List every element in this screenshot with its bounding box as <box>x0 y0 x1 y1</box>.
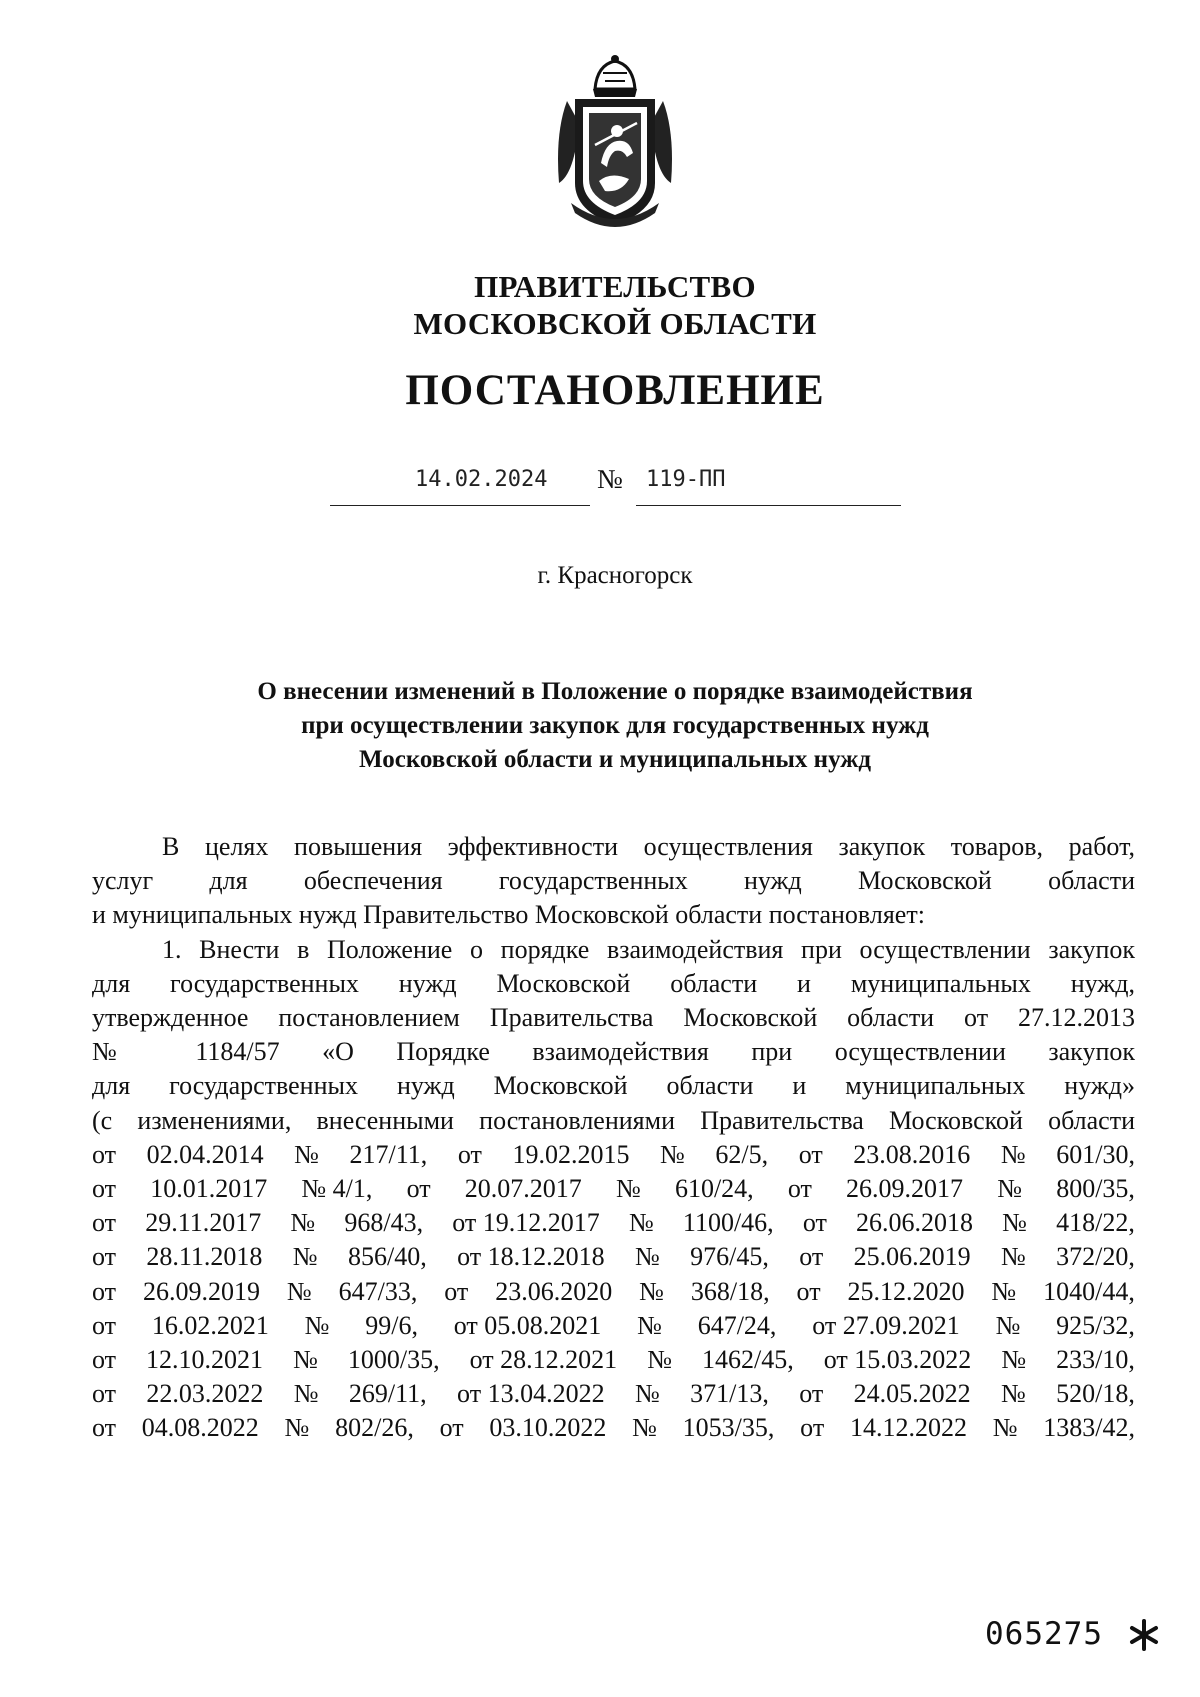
amendment-token: № <box>628 1208 654 1238</box>
amendment-line <box>92 1309 1135 1343</box>
city: г. Красногорск <box>537 562 693 589</box>
amendment-token: 25.12.2020 <box>847 1276 965 1306</box>
amendment-token: 1383/42, <box>1043 1413 1135 1443</box>
registration-date: 14.02.2024 <box>415 467 548 492</box>
registration-number-field <box>636 465 901 506</box>
amendment-token: от 13.04.2022 <box>457 1379 605 1409</box>
amendment-token: от <box>457 1139 482 1169</box>
asterisk-star-icon <box>1127 1618 1161 1652</box>
amendment-token: 23.08.2016 <box>853 1139 971 1169</box>
amendment-token: № <box>1002 1208 1027 1238</box>
amendment-token: 62/5, <box>715 1139 769 1169</box>
amendment-token: 23.06.2020 <box>495 1276 613 1306</box>
amendment-token: 976/45, <box>690 1242 769 1272</box>
amendment-token: от <box>92 1242 117 1272</box>
amendment-token: от <box>92 1208 117 1238</box>
amendment-token: 03.10.2022 <box>489 1413 607 1443</box>
body-line: для государственных нужд Московской области и муниципальных нужд, <box>92 968 1135 998</box>
amendment-token: 610/24, <box>674 1174 754 1204</box>
amendment-token: № <box>293 1345 318 1375</box>
registration-date-field <box>330 465 590 506</box>
amendment-token: № <box>1000 1379 1026 1409</box>
amendment-token: № <box>1001 1345 1027 1375</box>
amendment-token: № <box>992 1413 1018 1443</box>
government-line-1: ПРАВИТЕЛЬСТВО <box>474 269 756 304</box>
document-type: ПОСТАНОВЛЕНИЕ <box>405 367 825 414</box>
amendment-token: № <box>639 1276 664 1306</box>
amendment-token: от <box>802 1208 827 1238</box>
amendment-line <box>92 1240 1135 1274</box>
amendment-line <box>92 1411 1135 1445</box>
amendment-token: от <box>799 1242 824 1272</box>
amendment-token: 10.01.2017 <box>150 1174 268 1204</box>
amendment-token: 29.11.2017 <box>145 1208 262 1238</box>
amendment-token: 418/22, <box>1056 1208 1135 1238</box>
amendment-token: от <box>92 1174 117 1204</box>
amendment-token: № <box>660 1139 685 1169</box>
amendment-token: от <box>796 1276 821 1306</box>
amendment-token: 1000/35, <box>347 1345 440 1375</box>
amendment-token: 800/35, <box>1056 1174 1135 1204</box>
subject-line-2: при осуществлении закупок для государственных нужд <box>301 712 929 739</box>
amendment-token: 14.12.2022 <box>849 1413 967 1443</box>
amendment-token: 968/43, <box>344 1208 424 1238</box>
amendment-token: 26.06.2018 <box>856 1208 974 1238</box>
amendment-token: 04.08.2022 <box>141 1413 259 1443</box>
amendment-token: от 18.12.2018 <box>457 1242 605 1272</box>
amendment-token: от <box>787 1174 812 1204</box>
amendment-token: 26.09.2019 <box>142 1276 260 1306</box>
amendment-token: № <box>637 1310 662 1340</box>
government-line-2: МОСКОВСКОЙ ОБЛАСТИ <box>413 306 817 341</box>
government-title <box>0 268 1200 342</box>
amendment-token: 25.06.2019 <box>853 1242 971 1272</box>
amendment-token: от <box>800 1413 825 1443</box>
amendment-token: от 27.09.2021 <box>812 1310 960 1340</box>
amendment-token: 20.07.2017 <box>464 1174 582 1204</box>
subject-line-3: Московской области и муниципальных нужд <box>358 746 872 773</box>
amendment-token: 24.05.2022 <box>853 1379 971 1409</box>
amendment-token: № 4/1, <box>301 1174 373 1204</box>
number-sign: № <box>597 464 623 494</box>
amendment-token: № <box>1000 1242 1026 1272</box>
amendment-token: 99/6, <box>365 1310 418 1340</box>
amendment-token: № <box>615 1174 641 1204</box>
amendment-token: 1053/35, <box>682 1413 775 1443</box>
amendment-token: № <box>292 1242 318 1272</box>
amendment-token: № <box>304 1310 330 1340</box>
registration-number: 119-ПП <box>646 467 726 492</box>
amendment-token: от <box>444 1276 469 1306</box>
body-line: 1. Внести в Положение о порядке взаимодействия при осуществлении закупок <box>162 934 1135 964</box>
amendment-token: № <box>634 1379 660 1409</box>
amendment-token: 12.10.2021 <box>146 1345 264 1375</box>
body-line: и муниципальных нужд Правительство Московской области постановляет: <box>92 900 925 930</box>
amendment-token: 16.02.2021 <box>151 1310 269 1340</box>
amendment-token: 1462/45, <box>702 1345 794 1375</box>
amendment-token: 1100/46, <box>682 1208 774 1238</box>
amendment-line <box>92 1275 1135 1309</box>
document-subject <box>0 675 1200 777</box>
amendment-token: № <box>991 1276 1017 1306</box>
amendment-token: 520/18, <box>1056 1379 1135 1409</box>
moscow-oblast-coat-of-arms-icon <box>545 53 685 231</box>
amendment-token: 925/32, <box>1056 1310 1135 1340</box>
amendment-token: 19.02.2015 <box>512 1139 630 1169</box>
amendment-token: 368/18, <box>690 1276 770 1306</box>
amendment-token: № <box>293 1379 319 1409</box>
amendment-token: № <box>632 1413 657 1443</box>
amendment-token: 1040/44, <box>1043 1276 1135 1306</box>
amendment-token: от 15.03.2022 <box>823 1345 972 1375</box>
body-line: В целях повышения эффективности осуществления закупок товаров, работ, <box>162 832 1135 861</box>
amendment-token: 26.09.2017 <box>846 1174 964 1204</box>
amendment-token: от <box>92 1379 117 1409</box>
amendment-token: 371/13, <box>690 1379 769 1409</box>
amendment-token: от <box>92 1139 117 1169</box>
amendments-list <box>92 1138 1135 1446</box>
document-body <box>92 830 1135 1446</box>
amendment-line <box>92 1138 1135 1172</box>
amendment-token: от <box>799 1379 824 1409</box>
amendment-token: от <box>92 1413 117 1443</box>
amendment-token: 647/33, <box>338 1276 418 1306</box>
amendment-token: 22.03.2022 <box>146 1379 264 1409</box>
body-line: (с изменениями, внесенными постановлениями Правительства Московской области <box>92 1105 1135 1135</box>
amendment-token: 233/10, <box>1056 1345 1135 1375</box>
amendment-token: 217/11, <box>349 1139 428 1169</box>
amendment-token: от 19.12.2017 <box>452 1208 600 1238</box>
amendment-token: от 28.12.2021 <box>469 1345 618 1375</box>
amendment-token: 647/24, <box>697 1310 777 1340</box>
amendment-token: № <box>286 1276 312 1306</box>
amendment-token: от <box>406 1174 431 1204</box>
amendment-line <box>92 1206 1135 1240</box>
amendment-token: от <box>92 1310 117 1340</box>
amendment-line <box>92 1343 1135 1377</box>
amendment-token: от <box>92 1345 117 1375</box>
amendment-token: № <box>294 1139 319 1169</box>
amendment-line <box>92 1172 1135 1206</box>
body-line: для государственных нужд Московской области и муниципальных нужд» <box>92 1071 1135 1101</box>
amendment-token: № <box>1000 1139 1026 1169</box>
amendment-token: от <box>92 1276 117 1306</box>
amendment-token: 02.04.2014 <box>146 1139 264 1169</box>
serial-number: 065275 <box>985 1616 1103 1652</box>
amendment-token: № <box>995 1310 1021 1340</box>
amendment-token: № <box>290 1208 316 1238</box>
subject-line-1: О внесении изменений в Положение о порядке взаимодействия <box>257 678 973 705</box>
amendment-token: № <box>634 1242 660 1272</box>
amendment-token: № <box>647 1345 672 1375</box>
amendment-line <box>92 1377 1135 1411</box>
amendment-token: № <box>284 1413 310 1443</box>
amendment-token: 269/11, <box>348 1379 427 1409</box>
body-line: утвержденное постановлением Правительства Московской области от 27.12.2013 <box>92 1003 1135 1033</box>
amendment-token: от 05.08.2021 <box>453 1310 602 1340</box>
body-line: № 1184/57 «О Порядке взаимодействия при осуществлении закупок <box>92 1037 1135 1067</box>
body-line: услуг для обеспечения государственных нужд Московской области <box>92 866 1135 896</box>
amendment-token: 372/20, <box>1056 1242 1135 1272</box>
amendment-token: 601/30, <box>1056 1139 1135 1169</box>
amendment-token: 28.11.2018 <box>146 1242 263 1272</box>
amendment-token: 856/40, <box>347 1242 427 1272</box>
amendment-token: от <box>439 1413 464 1443</box>
amendment-token: от <box>798 1139 823 1169</box>
amendment-token: 802/26, <box>335 1413 414 1443</box>
amendment-token: № <box>997 1174 1023 1204</box>
